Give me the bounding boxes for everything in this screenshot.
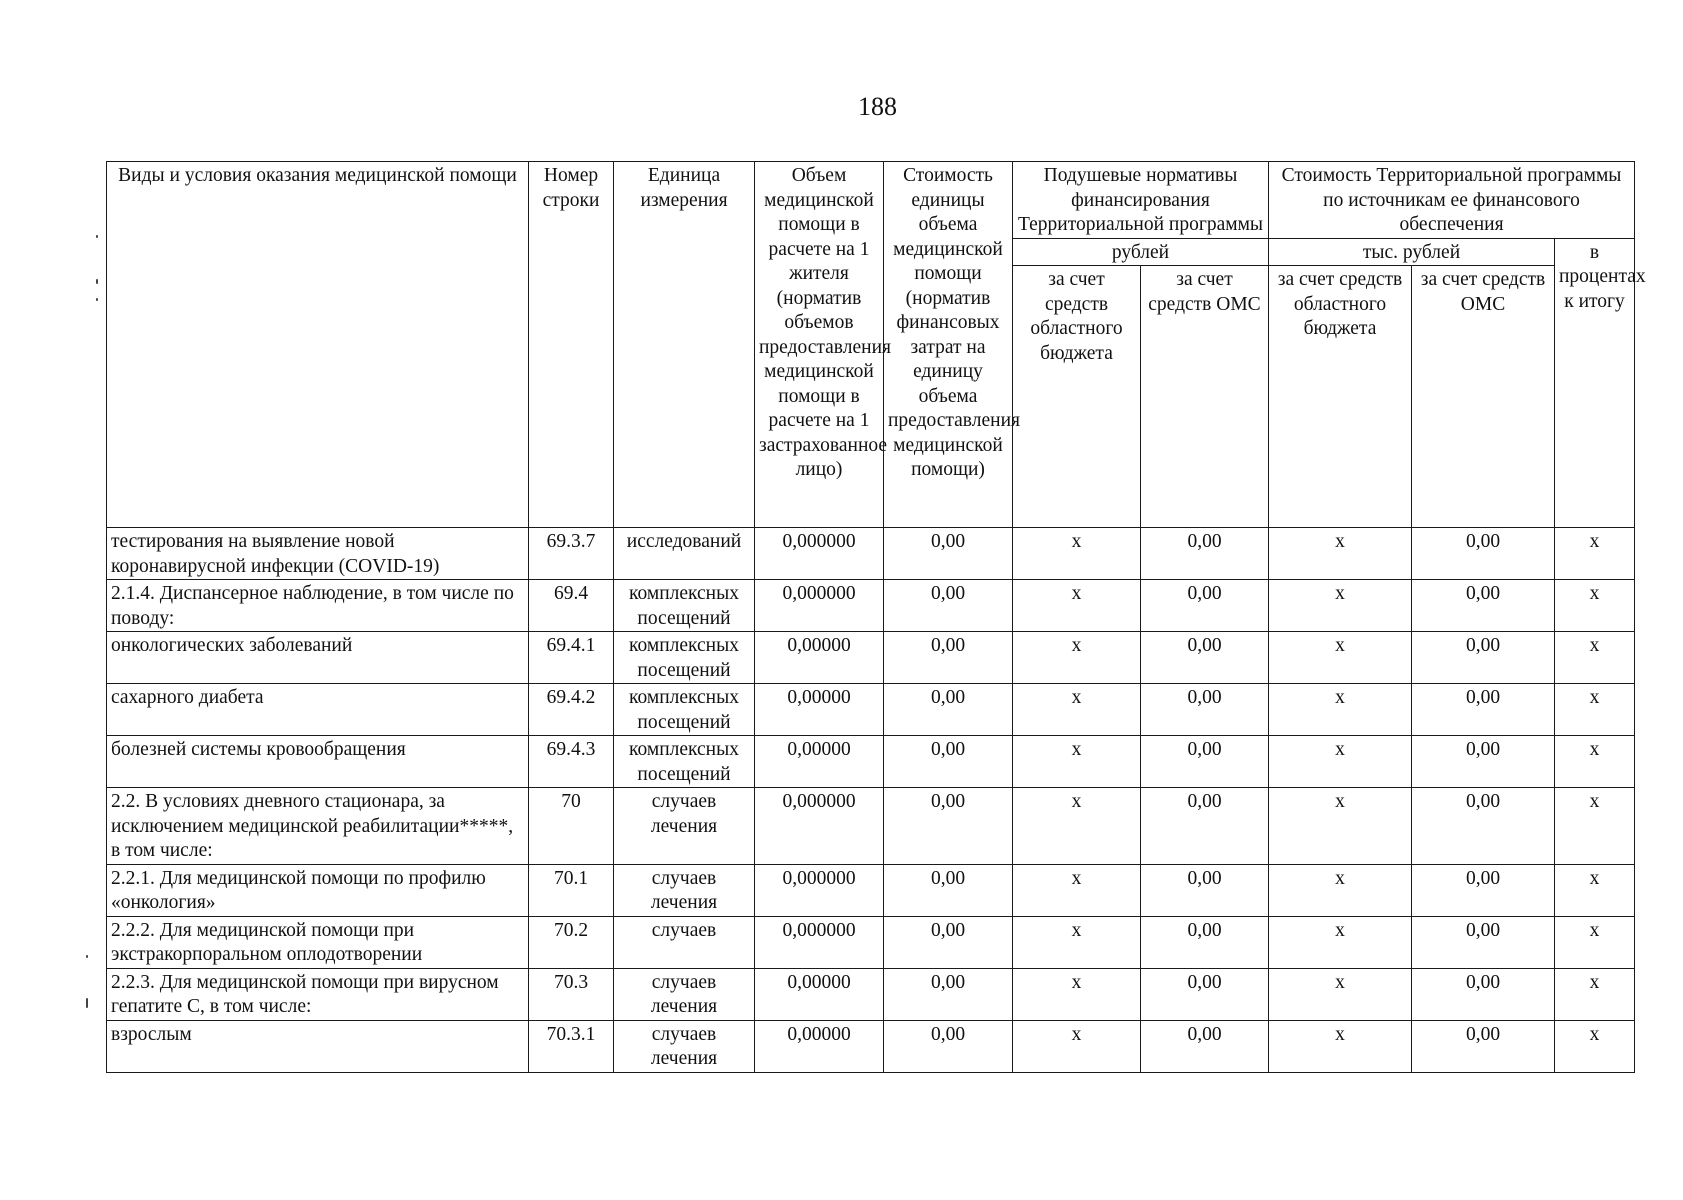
- cell-percent: х: [1555, 916, 1635, 968]
- table-row: [107, 916, 1635, 968]
- cell-row-number: 70: [529, 788, 614, 865]
- header-volume: Объем медицинской помощи в расчете на 1 жителя (норматив объемов предоставления медицинской помощи в расчете на 1 застрахованное лицо): [755, 162, 884, 528]
- cell-volume: 0,000000: [755, 916, 884, 968]
- cell-name: 2.2.2. Для медицинской помощи при экстракорпоральном оплодотворении: [107, 916, 529, 968]
- table-header: [107, 162, 1646, 528]
- scan-speck: [96, 235, 98, 238]
- cell-row-number: 69.4.2: [529, 684, 614, 736]
- cell-tc-oms: 0,00: [1412, 684, 1555, 736]
- cell-tc-oms: 0,00: [1412, 1020, 1555, 1072]
- header-unit-rubles: рублей: [1013, 238, 1269, 266]
- cell-tc-oms: 0,00: [1412, 916, 1555, 968]
- table-row: [107, 788, 1635, 865]
- cell-volume: 0,000000: [755, 580, 884, 632]
- cell-tc-budget: х: [1269, 916, 1412, 968]
- cell-name: сахарного диабета: [107, 684, 529, 736]
- cell-unit: случаев лечения: [614, 968, 755, 1020]
- header-program-cost-group: Стоимость Территориальной программы по источникам ее финансового обеспечения: [1269, 162, 1635, 239]
- table-row: [107, 528, 1635, 580]
- cell-tc-budget: х: [1269, 684, 1412, 736]
- header-pc-oms: за счет средств ОМС: [1141, 266, 1269, 528]
- cell-row-number: 70.3: [529, 968, 614, 1020]
- cell-unit: исследований: [614, 528, 755, 580]
- cell-volume: 0,00000: [755, 632, 884, 684]
- cell-unit: комплексных посещений: [614, 632, 755, 684]
- cell-pc-oms: 0,00: [1141, 916, 1269, 968]
- cell-pc-oms: 0,00: [1141, 788, 1269, 865]
- cell-tc-oms: 0,00: [1412, 580, 1555, 632]
- financing-table: [106, 161, 1646, 1073]
- cell-tc-budget: х: [1269, 736, 1412, 788]
- cell-row-number: 69.4: [529, 580, 614, 632]
- table-row: [107, 736, 1635, 788]
- header-types-of-care: Виды и условия оказания медицинской помощи: [107, 162, 529, 528]
- cell-pc-budget: х: [1013, 684, 1141, 736]
- cell-volume: 0,00000: [755, 684, 884, 736]
- cell-row-number: 69.3.7: [529, 528, 614, 580]
- cell-pc-oms: 0,00: [1141, 736, 1269, 788]
- cell-percent: х: [1555, 1020, 1635, 1072]
- header-pc-regional-budget: за счет средств областного бюджета: [1013, 266, 1141, 528]
- page-number: 188: [858, 92, 897, 121]
- cell-unit: случаев лечения: [614, 864, 755, 916]
- table-row: [107, 684, 1635, 736]
- cell-percent: х: [1555, 580, 1635, 632]
- cell-cost: 0,00: [884, 736, 1013, 788]
- cell-cost: 0,00: [884, 788, 1013, 865]
- cell-pc-oms: 0,00: [1141, 684, 1269, 736]
- cell-tc-oms: 0,00: [1412, 632, 1555, 684]
- cell-unit: случаев: [614, 916, 755, 968]
- cell-pc-budget: х: [1013, 736, 1141, 788]
- cell-pc-budget: х: [1013, 916, 1141, 968]
- cell-volume: 0,000000: [755, 788, 884, 865]
- cell-pc-budget: х: [1013, 968, 1141, 1020]
- cell-tc-oms: 0,00: [1412, 968, 1555, 1020]
- cell-row-number: 70.2: [529, 916, 614, 968]
- cell-cost: 0,00: [884, 1020, 1013, 1072]
- cell-name: онкологических заболеваний: [107, 632, 529, 684]
- header-unit-thousand-rubles: тыс. рублей: [1269, 238, 1555, 266]
- cell-tc-budget: х: [1269, 528, 1412, 580]
- cell-volume: 0,000000: [755, 864, 884, 916]
- cell-percent: х: [1555, 968, 1635, 1020]
- cell-unit: комплексных посещений: [614, 580, 755, 632]
- cell-tc-budget: х: [1269, 864, 1412, 916]
- header-percent-of-total: в процентах к итогу: [1555, 238, 1635, 528]
- cell-tc-budget: х: [1269, 788, 1412, 865]
- cell-name: 2.2.3. Для медицинской помощи при вирусном гепатите С, в том числе:: [107, 968, 529, 1020]
- cell-tc-budget: х: [1269, 968, 1412, 1020]
- cell-pc-oms: 0,00: [1141, 968, 1269, 1020]
- header-unit: Единица измерения: [614, 162, 755, 528]
- cell-cost: 0,00: [884, 864, 1013, 916]
- cell-cost: 0,00: [884, 684, 1013, 736]
- cell-percent: х: [1555, 632, 1635, 684]
- cell-tc-budget: х: [1269, 632, 1412, 684]
- cell-volume: 0,00000: [755, 1020, 884, 1072]
- cell-pc-oms: 0,00: [1141, 580, 1269, 632]
- cell-name: 2.1.4. Диспансерное наблюдение, в том числе по поводу:: [107, 580, 529, 632]
- cell-row-number: 69.4.3: [529, 736, 614, 788]
- cell-unit: случаев лечения: [614, 788, 755, 865]
- cell-name: 2.2.1. Для медицинской помощи по профилю «онкология»: [107, 864, 529, 916]
- header-per-capita-group: Подушевые нормативы финансирования Территориальной программы: [1013, 162, 1269, 239]
- cell-pc-budget: х: [1013, 788, 1141, 865]
- cell-tc-oms: 0,00: [1412, 864, 1555, 916]
- cell-pc-budget: х: [1013, 632, 1141, 684]
- cell-cost: 0,00: [884, 632, 1013, 684]
- table-body: [107, 528, 1635, 1073]
- cell-unit: комплексных посещений: [614, 684, 755, 736]
- cell-volume: 0,000000: [755, 528, 884, 580]
- scan-speck: [96, 298, 98, 301]
- cell-volume: 0,00000: [755, 968, 884, 1020]
- scan-speck: [86, 998, 88, 1008]
- cell-pc-oms: 0,00: [1141, 632, 1269, 684]
- cell-tc-budget: х: [1269, 1020, 1412, 1072]
- cell-row-number: 70.3.1: [529, 1020, 614, 1072]
- table-row: [107, 1020, 1635, 1072]
- cell-percent: х: [1555, 788, 1635, 865]
- header-unit-cost: Стоимость единицы объема медицинской помощи (норматив финансовых затрат на единицу объема предоставления медицинской помощи): [884, 162, 1013, 528]
- header-tc-regional-budget: за счет средств областного бюджета: [1269, 266, 1412, 528]
- cell-pc-budget: х: [1013, 528, 1141, 580]
- cell-name: тестирования на выявление новой коронавирусной инфекции (COVID-19): [107, 528, 529, 580]
- cell-percent: х: [1555, 736, 1635, 788]
- cell-pc-oms: 0,00: [1141, 864, 1269, 916]
- cell-tc-budget: х: [1269, 580, 1412, 632]
- table-row: [107, 580, 1635, 632]
- cell-row-number: 70.1: [529, 864, 614, 916]
- table-row: [107, 632, 1635, 684]
- scan-speck: [96, 279, 98, 284]
- header-row-number: Номер строки: [529, 162, 614, 528]
- header-tc-oms: за счет средств ОМС: [1412, 266, 1555, 528]
- cell-name: болезней системы кровообращения: [107, 736, 529, 788]
- table-row: [107, 968, 1635, 1020]
- cell-percent: х: [1555, 864, 1635, 916]
- cell-unit: случаев лечения: [614, 1020, 755, 1072]
- table-row: [107, 864, 1635, 916]
- cell-pc-budget: х: [1013, 1020, 1141, 1072]
- cell-cost: 0,00: [884, 528, 1013, 580]
- cell-pc-oms: 0,00: [1141, 1020, 1269, 1072]
- cell-tc-oms: 0,00: [1412, 528, 1555, 580]
- cell-row-number: 69.4.1: [529, 632, 614, 684]
- cell-pc-oms: 0,00: [1141, 528, 1269, 580]
- cell-percent: х: [1555, 684, 1635, 736]
- cell-volume: 0,00000: [755, 736, 884, 788]
- cell-pc-budget: х: [1013, 580, 1141, 632]
- cell-cost: 0,00: [884, 916, 1013, 968]
- cell-unit: комплексных посещений: [614, 736, 755, 788]
- cell-cost: 0,00: [884, 968, 1013, 1020]
- cell-tc-oms: 0,00: [1412, 788, 1555, 865]
- cell-name: 2.2. В условиях дневного стационара, за исключением медицинской реабилитации*****, в том числе:: [107, 788, 529, 865]
- cell-name: взрослым: [107, 1020, 529, 1072]
- cell-cost: 0,00: [884, 580, 1013, 632]
- scan-speck: [86, 955, 88, 958]
- cell-percent: х: [1555, 528, 1635, 580]
- cell-pc-budget: х: [1013, 864, 1141, 916]
- cell-tc-oms: 0,00: [1412, 736, 1555, 788]
